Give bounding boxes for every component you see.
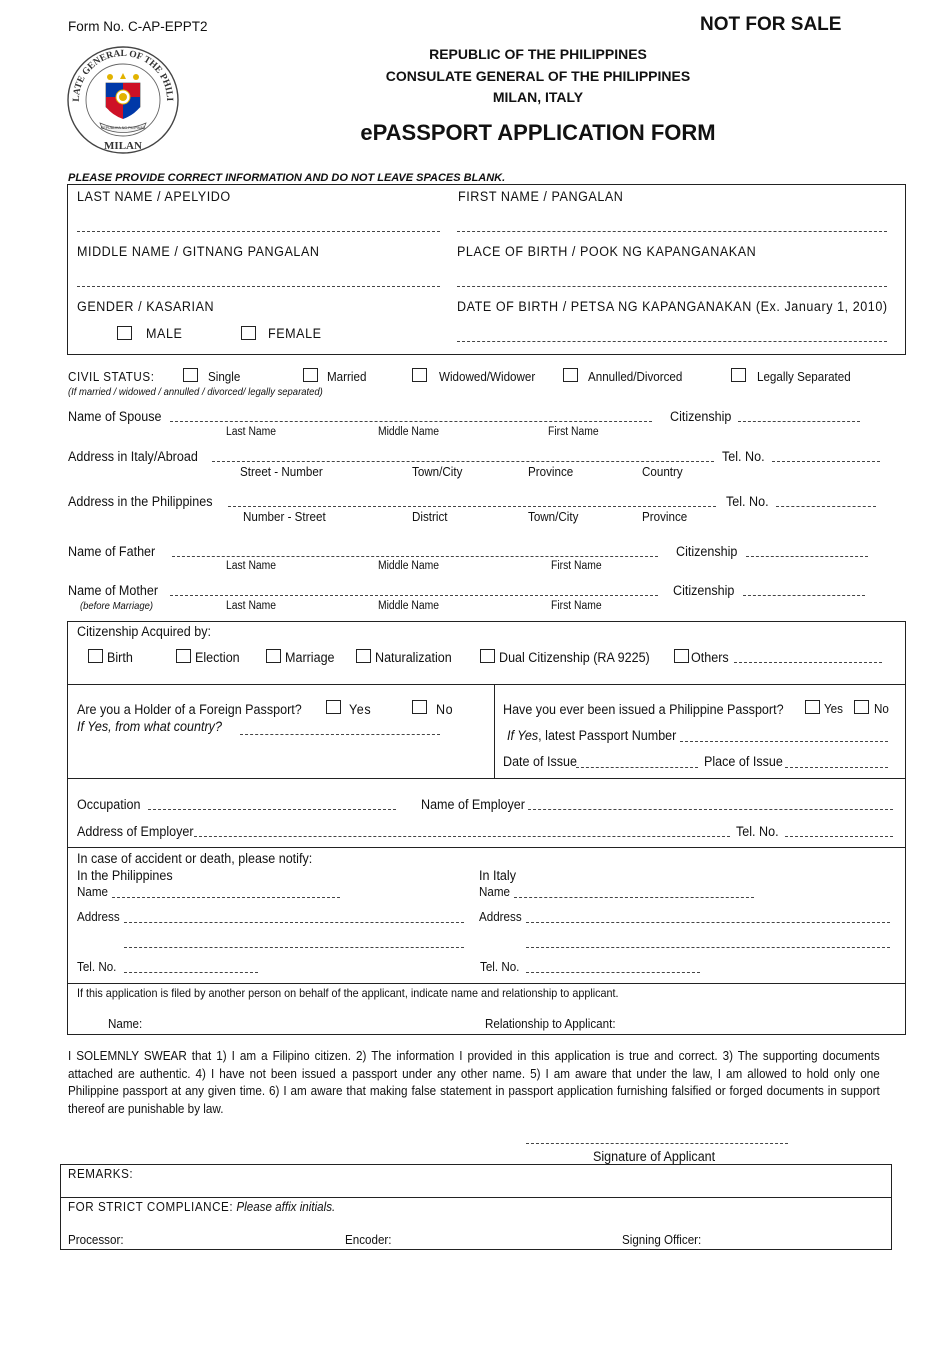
acquired-others-checkbox[interactable] (674, 649, 689, 663)
ph-passport-question: Have you ever been issued a Philippine Passport? (503, 702, 784, 717)
mother-sub-middle: Middle Name (378, 600, 439, 612)
foreign-yes-checkbox[interactable] (326, 700, 341, 714)
ph-passport-if-yes-label: If Yes (507, 728, 539, 743)
occupation-field[interactable] (148, 809, 396, 810)
emergency-italy-label: In Italy (479, 868, 516, 883)
address-abroad-tel-label: Tel. No. (722, 449, 765, 464)
last-name-field[interactable] (77, 231, 440, 232)
address-ph-sub-number: Number - Street (243, 510, 326, 524)
employer-tel-label: Tel. No. (736, 824, 779, 839)
employer-tel-field[interactable] (785, 836, 893, 837)
foreign-yes-label: Yes (349, 702, 372, 717)
place-of-birth-label: PLACE OF BIRTH / POOK NG KAPANGANAKAN (457, 244, 757, 259)
divider-passport-columns (494, 684, 495, 779)
date-of-issue-label: Date of Issue (503, 754, 577, 769)
address-ph-sub-town: Town/City (528, 510, 579, 524)
employer-name-label: Name of Employer (421, 797, 525, 812)
page-title: ePASSPORT APPLICATION FORM (360, 120, 716, 145)
father-citizenship-field[interactable] (746, 556, 868, 557)
civil-status-note: (If married / widowed / annulled / divorced/ legally separated) (68, 386, 323, 398)
father-name-field[interactable] (172, 556, 658, 557)
mother-citizenship-label: Citizenship (673, 583, 735, 598)
divider-citizenship (67, 684, 906, 685)
spouse-sub-last: Last Name (226, 426, 277, 438)
header-consulate: CONSULATE GENERAL OF THE PHILIPPINES (385, 68, 691, 84)
consulate-seal (66, 45, 180, 155)
first-name-field[interactable] (457, 231, 887, 232)
divider-passport (67, 778, 906, 779)
spouse-citizenship-field[interactable] (738, 421, 860, 422)
emergency-italy-tel-label: Tel. No. (480, 960, 520, 974)
proxy-name-label: Name: (108, 1017, 143, 1031)
address-abroad-sub-country: Country (642, 465, 683, 479)
signature-field[interactable] (526, 1143, 788, 1144)
seal-arc-text: LATE GENERAL OF THE PHILI (71, 48, 175, 102)
emergency-ph-name-field[interactable] (112, 897, 340, 898)
ph-passport-yes-checkbox[interactable] (805, 700, 820, 714)
spouse-sub-first: First Name (548, 426, 599, 438)
address-abroad-sub-town: Town/City (412, 465, 463, 479)
occupation-label: Occupation (77, 797, 141, 812)
divider-employment (67, 847, 906, 848)
address-ph-field[interactable] (228, 506, 716, 507)
employer-address-label: Address of Employer (77, 824, 194, 839)
mother-name-label: Name of Mother (68, 583, 159, 598)
address-ph-label: Address in the Philippines (68, 494, 213, 509)
gender-female-label: FEMALE (268, 326, 322, 341)
father-sub-middle: Middle Name (378, 560, 439, 572)
gender-male-checkbox[interactable] (117, 326, 132, 340)
address-ph-tel-label: Tel. No. (726, 494, 769, 509)
encoder-label: Encoder: (345, 1233, 392, 1247)
emergency-heading: In case of accident or death, please notify: (77, 851, 313, 866)
address-abroad-label: Address in Italy/Abroad (68, 449, 198, 464)
father-sub-first: First Name (551, 560, 602, 572)
civil-married-label: Married (327, 370, 367, 384)
acquired-election-label: Election (195, 650, 240, 665)
civil-widowed-checkbox[interactable] (412, 368, 427, 382)
divider-emergency (67, 983, 906, 984)
address-ph-tel-field[interactable] (776, 506, 876, 507)
emergency-ph-tel-field[interactable] (124, 972, 258, 973)
civil-married-checkbox[interactable] (303, 368, 318, 382)
header-city: MILAN, ITALY (492, 89, 584, 105)
emergency-ph-name-label: Name (77, 885, 109, 899)
acquired-naturalization-label: Naturalization (375, 650, 452, 665)
spouse-citizenship-label: Citizenship (670, 409, 732, 424)
emergency-italy-address-label: Address (479, 910, 522, 924)
acquired-birth-label: Birth (107, 650, 133, 665)
emergency-italy-address-field-2[interactable] (526, 947, 890, 948)
citizenship-acquired-label: Citizenship Acquired by: (77, 624, 211, 639)
date-of-birth-label: DATE OF BIRTH / PETSA NG KAPANGANAKAN (Ex. January 1, 2010) (457, 299, 888, 314)
civil-widowed-label: Widowed/Widower (439, 370, 536, 384)
father-citizenship-label: Citizenship (676, 544, 738, 559)
date-of-issue-field[interactable] (576, 767, 698, 768)
address-abroad-sub-province: Province (528, 465, 574, 479)
emergency-ph-tel-label: Tel. No. (77, 960, 117, 974)
mother-citizenship-field[interactable] (743, 595, 865, 596)
ph-passport-number-label: , latest Passport Number (538, 728, 677, 743)
last-name-label: LAST NAME / APELYIDO (77, 189, 231, 204)
emergency-italy-tel-field[interactable] (526, 972, 700, 973)
mother-sub-last: Last Name (226, 600, 277, 612)
mother-before-marriage-note: (before Marriage) (80, 600, 154, 612)
civil-separated-checkbox[interactable] (731, 368, 746, 382)
address-abroad-field[interactable] (212, 461, 714, 462)
father-sub-last: Last Name (226, 560, 277, 572)
not-for-sale-label: NOT FOR SALE (700, 14, 842, 35)
foreign-no-label: No (436, 702, 454, 717)
mother-sub-first: First Name (551, 600, 602, 612)
middle-name-field[interactable] (77, 286, 440, 287)
acquired-others-field[interactable] (734, 662, 882, 663)
address-abroad-tel-field[interactable] (772, 461, 880, 462)
spouse-name-field[interactable] (170, 421, 652, 422)
ph-passport-number-field[interactable] (680, 741, 888, 742)
place-of-birth-field[interactable] (457, 286, 887, 287)
proxy-instruction: If this application is filed by another person on behalf of the applicant, indicate name and relationship to applicant. (77, 986, 619, 1000)
civil-annulled-checkbox[interactable] (563, 368, 578, 382)
gender-label: GENDER / KASARIAN (77, 299, 215, 314)
address-ph-sub-district: District (412, 510, 448, 524)
address-ph-sub-province: Province (642, 510, 688, 524)
form-number: Form No. C-AP-EPPT2 (68, 19, 208, 34)
acquired-marriage-label: Marriage (285, 650, 335, 665)
signing-officer-label: Signing Officer: (622, 1233, 702, 1247)
civil-single-checkbox[interactable] (183, 368, 198, 382)
processor-label: Processor: (68, 1233, 124, 1247)
oath-statement: I SOLEMNLY SWEAR that 1) I am a Filipino citizen. 2) The information I provided in this application is true and correct. 3) The supporting documents attached are authentic. 4) I have not been issued a passport under any other name. 5) I am aware that under the law, I am allowed to hold only one Philippine passport at any given time. 6) I am aware that making false statement in passport application furnishing falsified or forged documents in support thereof are punishable by law. (68, 1048, 880, 1116)
acquired-election-checkbox[interactable] (176, 649, 191, 663)
foreign-no-checkbox[interactable] (412, 700, 427, 714)
acquired-naturalization-checkbox[interactable] (356, 649, 371, 663)
foreign-country-field[interactable] (240, 734, 440, 735)
emergency-italy-address-field[interactable] (526, 922, 890, 923)
ph-passport-no-checkbox[interactable] (854, 700, 869, 714)
acquired-birth-checkbox[interactable] (88, 649, 103, 663)
mother-name-field[interactable] (170, 595, 658, 596)
personal-info-section (67, 184, 906, 355)
gender-male-label: MALE (146, 326, 183, 341)
spouse-sub-middle: Middle Name (378, 426, 439, 438)
compliance-note: Please affix initials. (236, 1200, 336, 1214)
employer-address-field[interactable] (194, 836, 730, 837)
civil-single-label: Single (208, 370, 241, 384)
date-of-birth-field[interactable] (457, 341, 887, 342)
header-republic: REPUBLIC OF THE PHILIPPINES (429, 46, 647, 62)
civil-annulled-label: Annulled/Divorced (588, 370, 683, 384)
seal-ribbon-text: REPUBLIKA NG PILIPINAS (100, 126, 146, 130)
spouse-name-label: Name of Spouse (68, 409, 162, 424)
emergency-ph-address-field[interactable] (124, 922, 464, 923)
emergency-italy-name-field[interactable] (514, 897, 754, 898)
emergency-ph-address-field-2[interactable] (124, 947, 464, 948)
foreign-if-yes-label: If Yes (77, 719, 109, 734)
civil-status-label: CIVIL STATUS: (68, 370, 155, 384)
acquired-dual-label: Dual Citizenship (RA 9225) (499, 650, 650, 665)
emergency-ph-address-label: Address (77, 910, 120, 924)
foreign-country-label: , from what country? (108, 719, 222, 734)
acquired-marriage-checkbox[interactable] (266, 649, 281, 663)
proxy-relationship-label: Relationship to Applicant: (485, 1017, 616, 1031)
first-name-label: FIRST NAME / PANGALAN (458, 189, 624, 204)
acquired-dual-checkbox[interactable] (480, 649, 495, 663)
compliance-label: FOR STRICT COMPLIANCE: (68, 1200, 234, 1214)
place-of-issue-field[interactable] (785, 767, 888, 768)
foreign-passport-question: Are you a Holder of a Foreign Passport? (77, 702, 302, 717)
divider-remarks (60, 1197, 892, 1198)
middle-name-label: MIDDLE NAME / GITNANG PANGALAN (77, 244, 320, 259)
seal-bottom-text: MILAN (104, 140, 142, 152)
civil-separated-label: Legally Separated (757, 370, 851, 384)
gender-female-checkbox[interactable] (241, 326, 256, 340)
acquired-others-label: Others (691, 650, 729, 665)
address-abroad-sub-street: Street - Number (240, 465, 323, 479)
emergency-italy-name-label: Name (479, 885, 511, 899)
ph-passport-yes-label: Yes (824, 702, 843, 716)
ph-passport-no-label: No (874, 702, 889, 716)
instruction-text: PLEASE PROVIDE CORRECT INFORMATION AND DO NOT LEAVE SPACES BLANK. (68, 172, 506, 184)
signature-label: Signature of Applicant (593, 1149, 716, 1164)
emergency-ph-label: In the Philippines (77, 868, 173, 883)
remarks-label: REMARKS: (68, 1167, 134, 1181)
place-of-issue-label: Place of Issue (704, 754, 783, 769)
employer-name-field[interactable] (528, 809, 893, 810)
father-name-label: Name of Father (68, 544, 156, 559)
